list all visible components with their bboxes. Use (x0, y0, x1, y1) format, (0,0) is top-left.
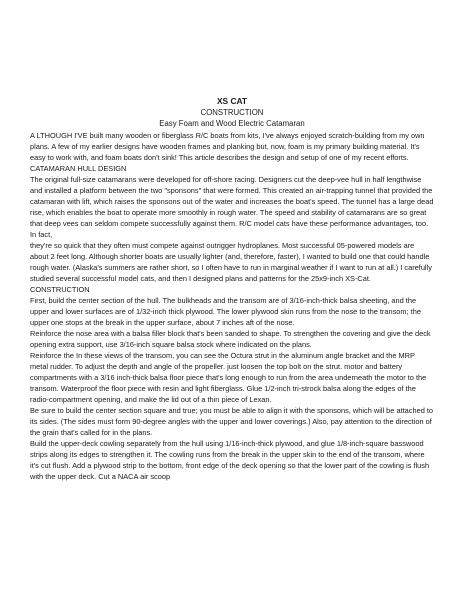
document-title: XS CAT (216, 96, 248, 106)
heading-catamaran-hull-design: CATAMARAN HULL DESIGN (30, 164, 127, 173)
paragraph: The original full-size catamarans were developed for off-shore racing. Designers cut the deep-vee hull in half lengthwise and installed a platform between the two "sponsons" that were formed. This created an air-trapping tunnel that provided the catamaran with lift, which raises the sponsons out of the water and increases the boat's speed. The tunnel has a large dead rise, which enables the boat to operate more smoothly in rough water. The speed and stability of catamarans are so great that deep vees can seldom compete successfully against them. R/C model cats have these performance advantages, too. In fact, (30, 175, 434, 239)
article-body (30, 130, 434, 482)
paragraph: Be sure to build the center section square and true; you must be able to align it with the sponsons, which will be attached to its sides. (The sides must form 90-degree angles with the upper and lower coverings.) Also, pay attention to the direction of the grain that's called for in the plans. (30, 406, 434, 437)
document-subtitle: Easy Foam and Wood Electric Catamaran (159, 119, 305, 128)
document-section-label: CONSTRUCTION (200, 108, 264, 117)
paragraph: Reinforce the In these views of the transom, you can see the Octura strut in the aluminum angle bracket and the MRP metal rudder. To adjust the depth and angle of the propeller. just loosen the top bolt on the strut. motor and battery compartments with a 3/16 inch-thick balsa floor piece that's long enough to run from the area underneath the motor to the transom. Waterproof the floor piece with resin and light fiberglass. Glue 1/2-inch tri-strock balsa along the edges of the radio-compartment opening, and make the lid out of a thin piece of Lexan. (30, 351, 427, 404)
heading-construction: CONSTRUCTION (30, 285, 90, 294)
intro-paragraph: A LTHOUGH I'VE built many wooden or fiberglass R/C boats from kits, I've always enjoyed scratch-building from my own plans. A few of my earlier designs have wooden frames and planking but, now, foam is my primary building material. It's easy to work with, and foam boats don't sink! This article describes the design and setup of one of my recent efforts. (30, 131, 425, 162)
paragraph: they're so quick that they often must compete against outrigger hydroplanes. Most successful 05-powered models are about 2 feet long. Although shorter boats are usually lighter (and, therefore, faster), I wanted to build one that could handle rough water. (Alaska's summers are rather short, so I often have to run in marginal weather if I want to run at all.) I carefully studied several successful model cats, and then I designed plans and patterns for the 25x9-inch XS-Cat. (30, 241, 432, 283)
paragraph: First, build the center section of the hull. The bulkheads and the transom are of 3/16-inch-thick balsa sheeting, and the upper and lower surfaces are of 1/32-inch thick plywood. The lower plywood skin runs from the nose to the transom; the upper one stops at the break in the upper surface, about 7 inches aft of the nose. (30, 296, 421, 327)
paragraph: Reinforce the nose area with a balsa filler block that's been sanded to shape. To strengthen the covering and give the deck opening extra support, use 3/16-inch square balsa stock where indicated on the plans. (30, 329, 431, 349)
paragraph: Build the upper-deck cowling separately from the hull using 1/16-inch-thick plywood, and glue 1/8-inch-square basswood strips along its edges to strengthen it. The cowling runs from the break in the upper skin to the end of the transom, where it's cut flush. Add a plywood strip to the bottom, front edge of the deck opening so that the lower part of the cowling is flush with the upper deck. Cut a NACA air scoop (30, 439, 430, 481)
